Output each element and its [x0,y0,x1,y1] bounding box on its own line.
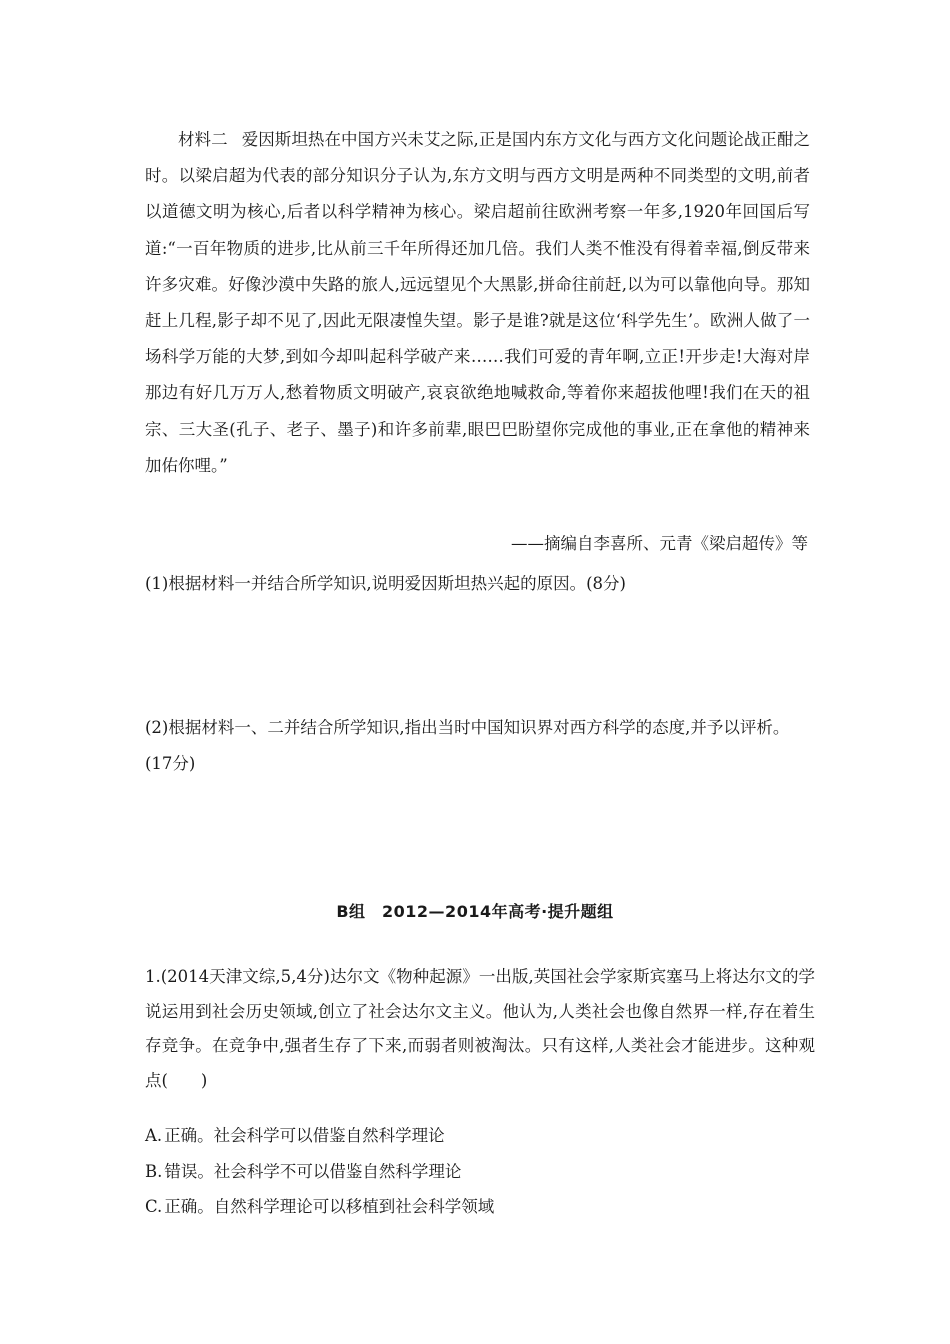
mcq-1-options [145,1118,810,1225]
option-text: 错误。社会科学不可以借鉴自然科学理论 [164,1161,462,1181]
question-1: (1)根据材料一并结合所学知识,说明爱因斯坦热兴起的原因。(8分) [145,574,626,593]
option-text: 正确。社会科学可以借鉴自然科学理论 [164,1126,445,1145]
option-letter: C. [145,1197,163,1216]
material-two-source: ——摘编自李喜所、元青《梁启超传》等 [511,534,808,553]
material-two-text: 爱因斯坦热在中国方兴未艾之际,正是国内东方文化与西方文化问题论战正酣之时。以梁启超为代表的部分知识分子认为,东方文明与西方文明是两种不同类型的文明,前者以道德文明为核心,后者以科学精神为核心。梁启超前往欧洲考察一年多,1920年回国后写道:“一百年物质的进步,比从前三千年所得还加几倍。我们人类不惟没有得着幸福,倒反带来许多灾难。好像沙漠中失路的旅人,远远望见个大黑影,拼命往前赶,以为可以靠他向导。那知赶上几程,影子却不见了,因此无限凄惶失望。影子是谁?就是这位‘科学先生’。欧洲人做了一场科学万能的大梦,到如今却叫起科学破产来……我们可爱的青年啊,立正!开步走!大海对岸那边有好几万万人,愁着物质文明破产,哀哀欲绝地喊救命,等着你来超拔他哩!我们在天的祖宗、三大圣(孔子、老子、墨子)和许多前辈,眼巴巴盼望你完成他的事业,正在拿他的精神来加佑你哩。” [145,130,810,475]
mcq-1-option-c [145,1189,810,1225]
material-two-label: 材料二 [178,130,228,149]
option-text: 正确。自然科学理论可以移植到社会科学领域 [164,1197,495,1216]
material-two-paragraph [145,122,810,484]
mcq-1-option-a [145,1118,810,1154]
option-letter: A. [145,1126,163,1145]
mcq-1-option-b [145,1154,810,1190]
mcq-1-stem: 1.(2014天津文综,5,4分)达尔文《物种起源》一出版,英国社会学家斯宾塞马上将达尔文的学说运用到社会历史领域,创立了社会达尔文主义。他认为,人类社会也像自然界一样,存在着生存竞争。在竞争中,强者生存了下来,而弱者则被淘汰。只有这样,人类社会才能进步。这种观点( ) [145,967,815,1090]
option-letter: B. [145,1161,163,1181]
section-b-title: B组 2012—2014年高考·提升题组 [336,902,614,921]
question-2: (2)根据材料一、二并结合所学知识,指出当时中国知识界对西方科学的态度,并予以评析。(17分) [145,718,790,773]
